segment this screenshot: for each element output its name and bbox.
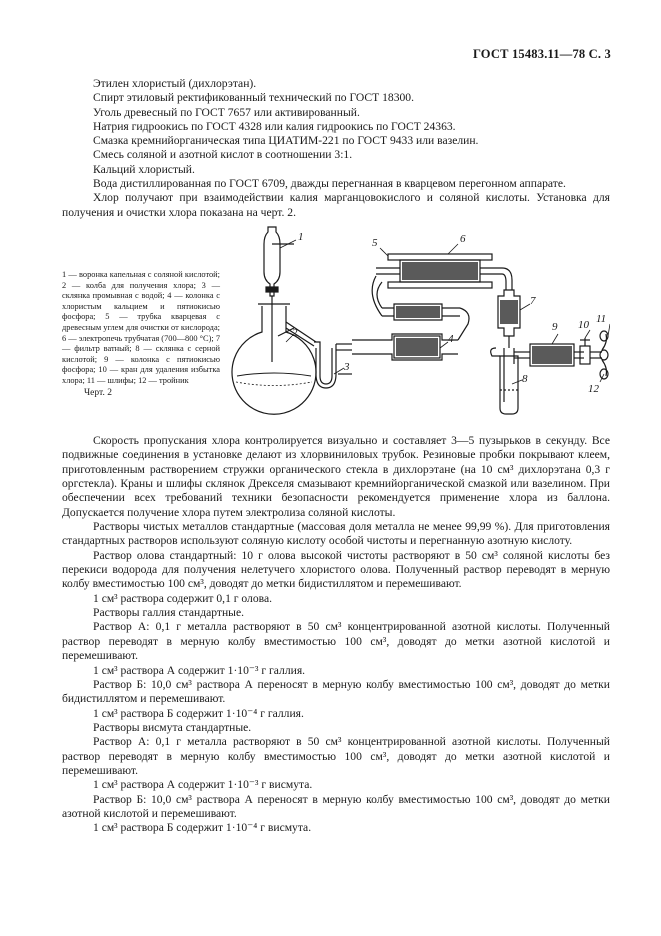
figure-legend: 1 — воронка капельная с соляной кислотой; 2 — колба для получения хлора; 3 — склянка промывная с водой; 4 — колонка с хлористым кальцием и пятиокисью фосфора; 5 — трубка кварцевая с древесным углем для очистки от кислорода; 6 — электропечь трубчатая (700—800 °С); 7 — фильтр ватный; 8 — склянка с серной кислотой; 9 — колонка с пятиокисью фосфора; 10 — кран для удаления избытка хлора; 11 — шлифы; 12 — тройник bbox=[62, 270, 221, 385]
paragraph: 1 см³ раствора А содержит 1·10⁻³ г галлия. bbox=[93, 663, 306, 677]
material-item: Смесь соляной и азотной кислот в соотношении 3:1. bbox=[93, 148, 353, 162]
label-8: 8 bbox=[522, 373, 528, 385]
paragraph: 1 см³ раствора Б содержит 1·10⁻⁴ г висмута. bbox=[93, 821, 312, 835]
paragraph: Раствор Б: 10,0 см³ раствора А переносят в мерную колбу вместимостью 100 см³, доводят до метки бидистиллятом и перемешивают. bbox=[62, 677, 610, 706]
material-item: Вода дистиллированная по ГОСТ 6709, дважды перегнанная в кварцевом перегонном аппарате. bbox=[93, 177, 566, 191]
page-header: ГОСТ 15483.11—78 С. 3 bbox=[472, 47, 611, 61]
material-item: Кальций хлористый. bbox=[93, 162, 195, 176]
label-2: 2 bbox=[292, 327, 298, 339]
label-11: 11 bbox=[596, 313, 607, 325]
body-text bbox=[62, 434, 610, 836]
figure-caption: Черт. 2 bbox=[84, 388, 112, 398]
paragraph: 1 см³ раствора А содержит 1·10⁻³ г висмута. bbox=[93, 778, 313, 792]
paragraph: Растворы чистых металлов стандартные (массовая доля металла не менее 99,99 %). Для приготовления стандартных растворов используют соляную кислоту особой чистоты и перегнанную азотную кислоту. bbox=[62, 520, 610, 548]
paragraph: Скорость пропускания хлора контролируется визуально и составляет 3—5 пузырьков в секунду. Все подвижные соединения в установке делают из хлорвиниловых трубок. Резиновые пробки покрывают клеем, приготовленным растворением стружки органического стекла в дихлорэтане (на 10 см³ дихлорэтана 0,3 г оргстекла). Краны и шлифы склянок Дрекселя смазывают кремнийорганической смазкой или вазелином. При обеспечении всех требований техники безопасности рекомендуется применение хлора из баллона. Допускается получение хлора путем электролиза соляной кислоты. bbox=[62, 434, 610, 519]
material-item: Уголь древесный по ГОСТ 7657 или активированный. bbox=[93, 105, 360, 119]
packing-fill bbox=[396, 262, 572, 364]
apparatus-diagram bbox=[212, 224, 610, 424]
chlorine-intro: Хлор получают при взаимодействии калия марганцовокислого и соляной кислоты. Установка для получения и очистки хлора показана на черт. 2. bbox=[62, 191, 610, 219]
paragraph: Растворы висмута стандартные. bbox=[93, 720, 252, 734]
dropping-funnel bbox=[264, 227, 294, 324]
material-item: Спирт этиловый ректификованный технический по ГОСТ 18300. bbox=[93, 91, 415, 105]
material-item: Смазка кремнийорганическая типа ЦИАТИМ-221 по ГОСТ 9433 или вазелин. bbox=[93, 134, 479, 148]
paragraph: Раствор А: 0,1 г металла растворяют в 50 см³ концентрированной азотной кислоты. Полученный раствор переводят в мерную колбу вместимостью 100 см³, доводят до метки азотной кислотой и перемешивают. bbox=[62, 620, 610, 663]
label-7: 7 bbox=[530, 295, 536, 307]
figure-apparatus bbox=[62, 224, 610, 434]
paragraph: 1 см³ раствора содержит 0,1 г олова. bbox=[93, 591, 273, 605]
label-4: 4 bbox=[448, 333, 454, 345]
sulfuric-acid-bottle bbox=[491, 348, 518, 414]
label-10: 10 bbox=[578, 319, 589, 331]
material-item: Натрия гидроокись по ГОСТ 4328 или калия гидроокись по ГОСТ 24363. bbox=[93, 119, 456, 133]
stopcock bbox=[580, 338, 602, 364]
label-12: 12 bbox=[588, 383, 599, 395]
paragraph: Раствор Б: 10,0 см³ раствора А переносят в мерную колбу вместимостью 100 см³, доводят до метки азотной кислотой и перемешивают. bbox=[62, 792, 610, 820]
paragraph: Растворы галлия стандартные. bbox=[93, 606, 244, 620]
label-9: 9 bbox=[552, 321, 558, 333]
label-5: 5 bbox=[372, 237, 378, 249]
reaction-flask bbox=[232, 304, 316, 414]
label-6: 6 bbox=[460, 233, 466, 245]
paragraph: Раствор олова стандартный: 10 г олова высокой чистоты растворяют в 50 см³ соляной кислоты без перекиси водорода для получения нелетучего хлористого олова. Полученный раствор переводят в мерную колбу вместимостью 100 см³, доводят до метки бидистиллятом и перемешивают. bbox=[62, 548, 610, 591]
label-3: 3 bbox=[344, 361, 350, 373]
label-1: 1 bbox=[298, 231, 304, 243]
paragraph: Раствор А: 0,1 г металла растворяют в 50 см³ концентрированной азотной кислоты. Полученный раствор переводят в мерную колбу вместимостью 100 см³, доводят до метки азотной кислотой и перемешивают. bbox=[62, 735, 610, 777]
joints-and-tee bbox=[600, 331, 608, 379]
materials-list bbox=[62, 77, 610, 220]
paragraph: 1 см³ раствора Б содержит 1·10⁻⁴ г галлия. bbox=[93, 706, 304, 720]
material-item: Этилен хлористый (дихлорэтан). bbox=[93, 77, 257, 90]
